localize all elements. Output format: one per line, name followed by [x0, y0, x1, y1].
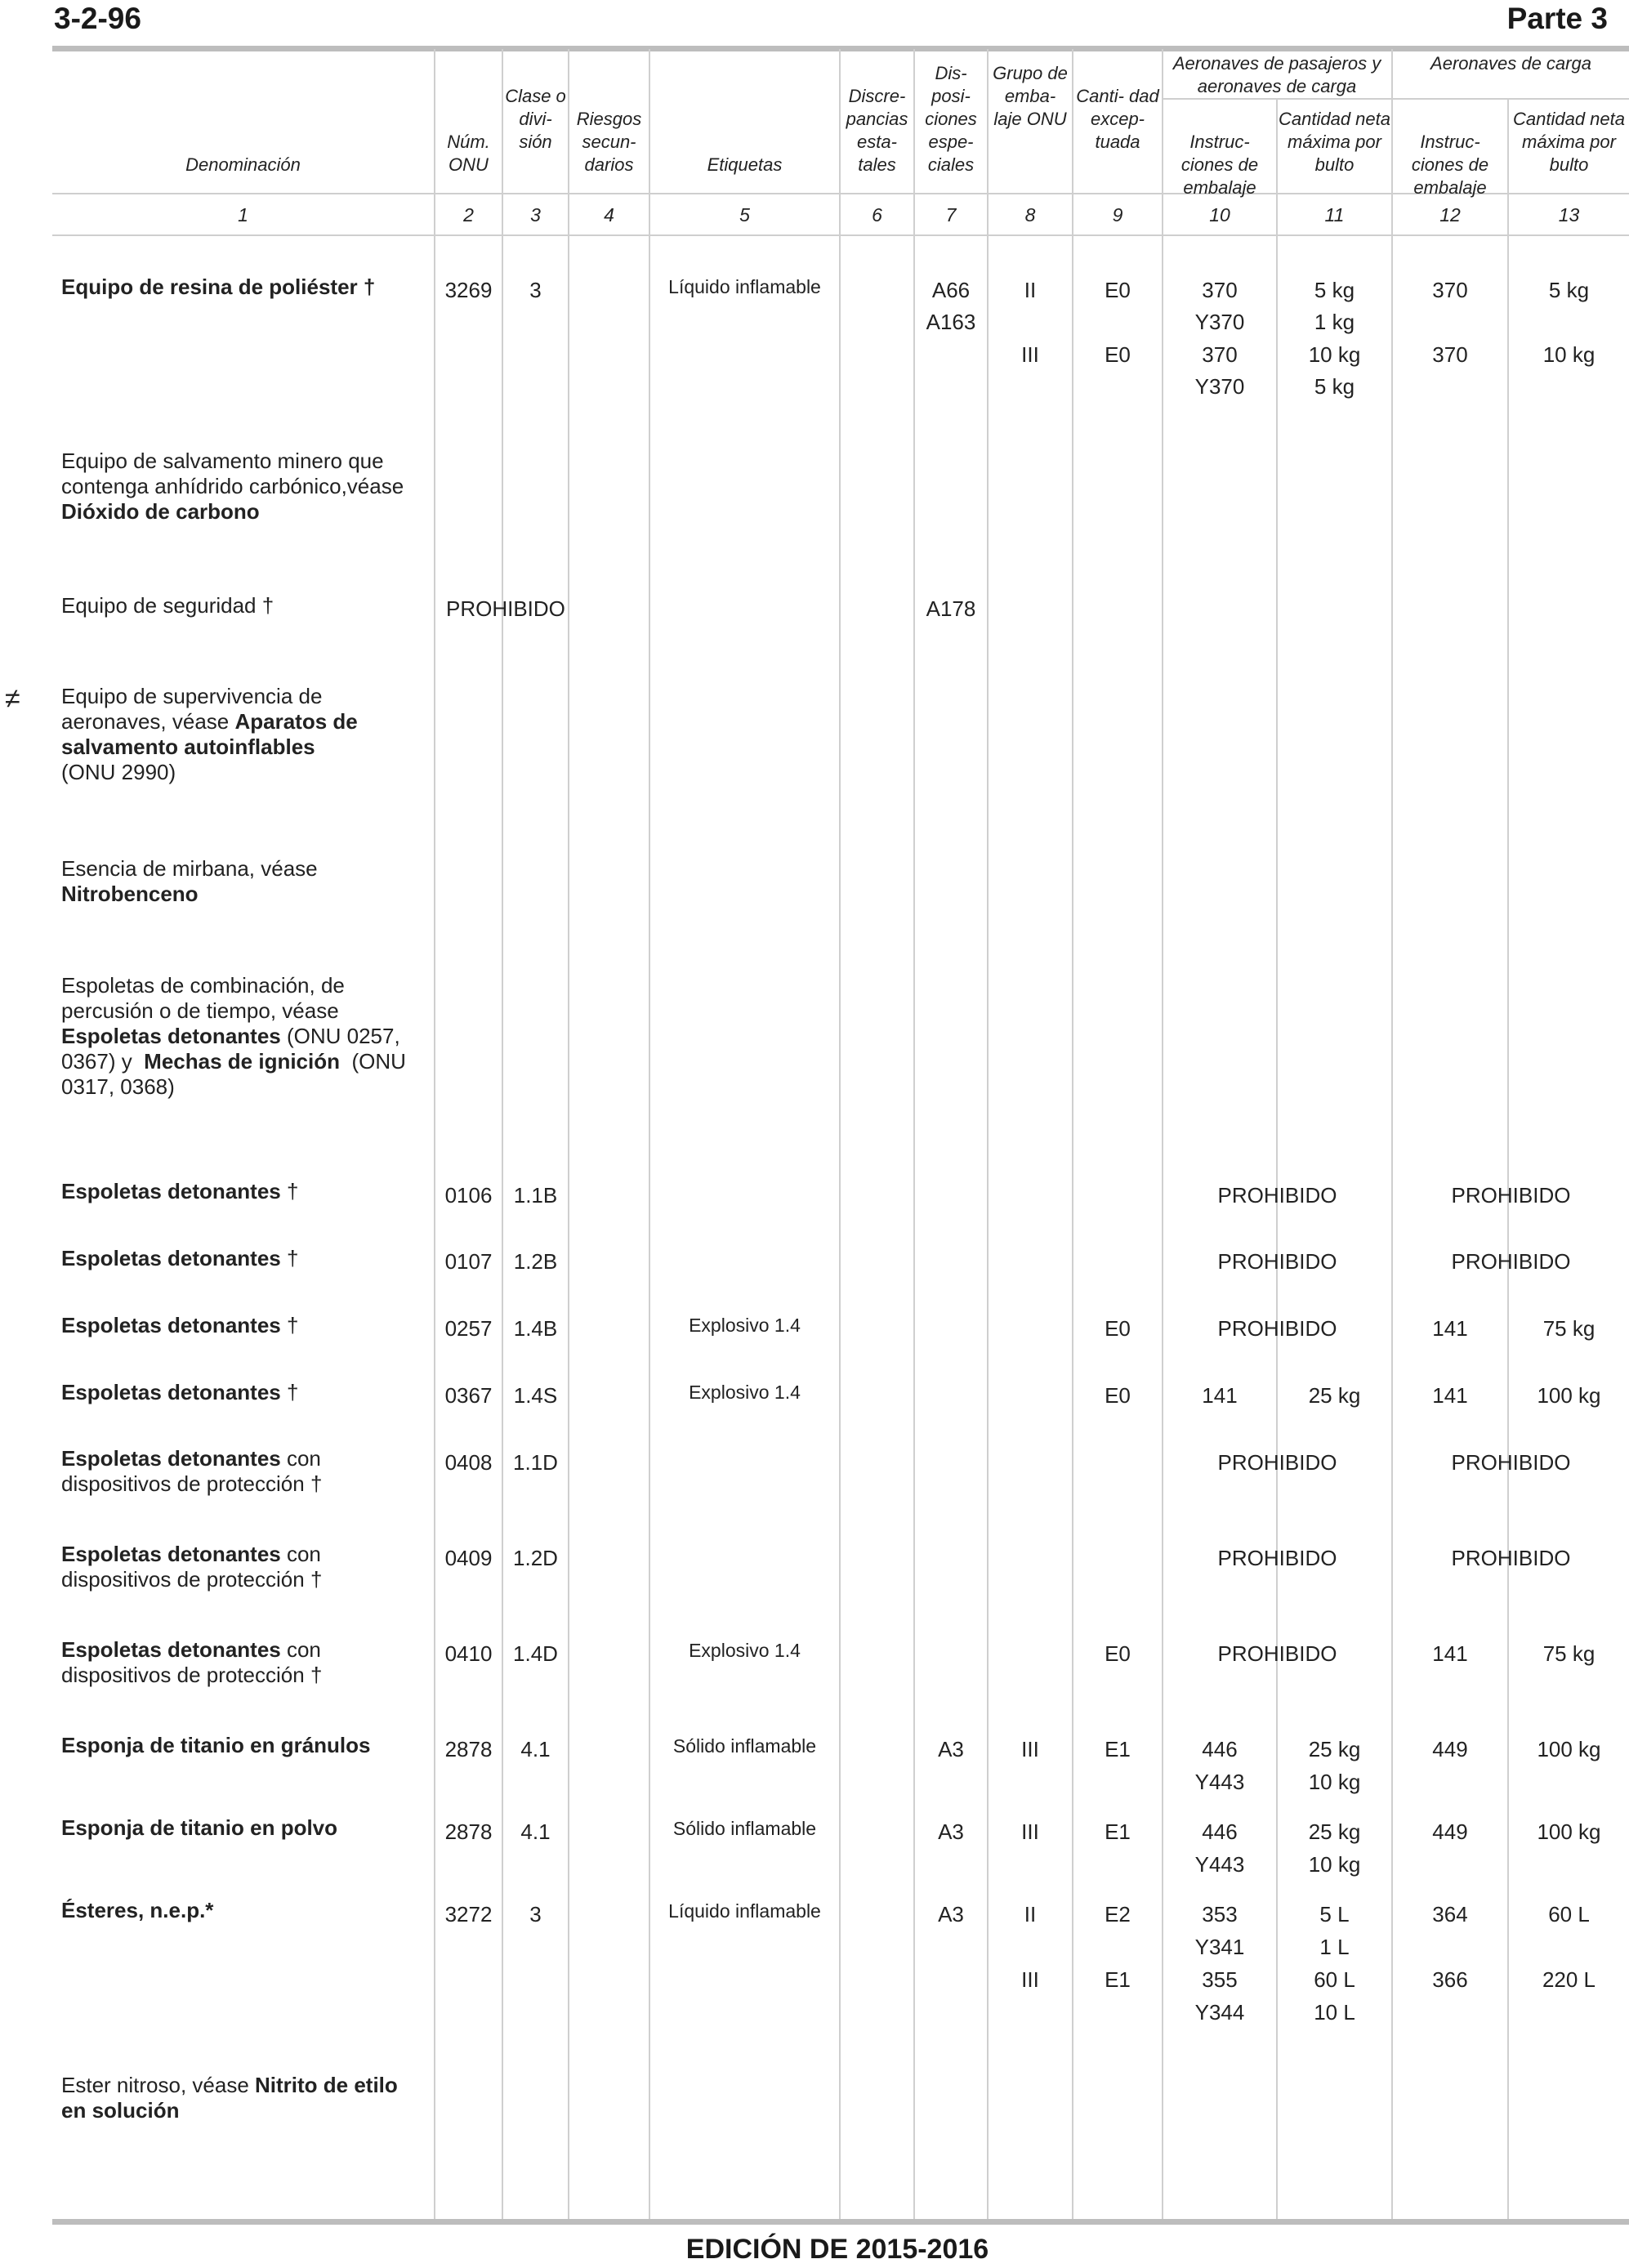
header-col-6: Discre- pancias esta- tales	[846, 86, 908, 175]
entry-name: Esponja de titanio en polvo	[61, 1815, 338, 1840]
header-group-passenger: Aeronaves de pasajeros y aeronaves de carga	[1172, 53, 1381, 96]
entry-name-line: (ONU	[340, 1049, 406, 1074]
col-divider	[1391, 49, 1393, 2219]
un-number: 3269	[444, 278, 493, 302]
pax-max-quantity: 25 kg	[1308, 1737, 1361, 1761]
class-division: 1.2B	[513, 1249, 558, 1274]
packing-group: II	[1024, 1902, 1037, 1926]
col-number: 6	[872, 204, 882, 225]
pax-max-quantity: 60 L	[1314, 1967, 1355, 1992]
pax-max-quantity: 10 kg	[1308, 1852, 1361, 1877]
col-divider	[839, 49, 841, 2219]
pax-packing-instruction: 446	[1202, 1819, 1238, 1844]
header-col-9: Canti- dad excep- tuada	[1076, 86, 1159, 152]
entry-name-line: Esencia de mirbana, véase	[61, 856, 318, 881]
entry-name	[61, 973, 433, 1100]
entry-name	[61, 856, 433, 907]
col-number: 4	[604, 204, 614, 225]
header-col-4: Riesgos secun- darios	[576, 109, 642, 175]
header-col-5: Etiquetas	[707, 154, 783, 175]
hazard-label: Líquido inflamable	[668, 1900, 821, 1922]
packing-group: III	[1021, 1967, 1039, 1992]
cargo-packing-instruction: 449	[1432, 1737, 1468, 1761]
entry-name	[61, 2073, 433, 2123]
entry-name-line: 0367) y	[61, 1049, 145, 1074]
special-provision: A3	[938, 1819, 964, 1844]
pax-max-quantity: 5 L	[1319, 1902, 1350, 1926]
entry-name-reference: Nitrobenceno	[61, 882, 199, 906]
entry-name	[61, 1446, 433, 1497]
class-division: 1.4B	[513, 1316, 558, 1341]
cargo-max-quantity: 10 kg	[1542, 342, 1596, 367]
entry-name-line: contenga anhídrido carbónico,véase	[61, 474, 404, 498]
un-number: 0106	[444, 1183, 493, 1208]
hazard-label: Explosivo 1.4	[689, 1315, 801, 1336]
entry-name: Equipo de resina de poliéster †	[61, 275, 376, 299]
col-divider	[502, 49, 503, 2219]
class-division: 1.4S	[513, 1383, 558, 1408]
col-number: 2	[463, 204, 474, 225]
pax-prohibited: PROHIBIDO	[1217, 1450, 1337, 1475]
excepted-quantity: E0	[1105, 278, 1131, 302]
entry-name-reference: en solución	[61, 2098, 180, 2123]
entry-name-reference: salvamento autoinflables	[61, 734, 315, 759]
cargo-max-quantity: 75 kg	[1542, 1641, 1596, 1666]
pax-prohibited: PROHIBIDO	[1217, 1546, 1337, 1570]
un-number: 0367	[444, 1383, 493, 1408]
hazard-label: Explosivo 1.4	[689, 1382, 801, 1403]
excepted-quantity: E2	[1105, 1902, 1131, 1926]
packing-group: III	[1021, 1819, 1039, 1844]
cargo-max-quantity: 100 kg	[1537, 1737, 1601, 1761]
cargo-prohibited: PROHIBIDO	[1451, 1546, 1571, 1570]
cargo-max-quantity: 75 kg	[1542, 1316, 1596, 1341]
entry-name-suffix: con	[280, 1637, 321, 1662]
entry-name-reference: Dióxido de carbono	[61, 499, 260, 524]
pax-max-quantity: 10 kg	[1308, 1770, 1361, 1794]
un-number: 2878	[444, 1737, 493, 1761]
special-provision: A3	[938, 1902, 964, 1926]
entry-name: Equipo de seguridad †	[61, 593, 274, 618]
entry-name-bold: Espoletas detonantes	[61, 1179, 281, 1203]
entry-name: Ésteres, n.e.p.*	[61, 1898, 214, 1922]
cargo-packing-instruction: 141	[1432, 1641, 1468, 1666]
change-marker: ≠	[5, 683, 20, 714]
col-number: 3	[530, 204, 541, 225]
pax-prohibited: PROHIBIDO	[1217, 1249, 1337, 1274]
pax-packing-instruction: Y341	[1194, 1935, 1245, 1959]
cargo-packing-instruction: 141	[1432, 1383, 1468, 1408]
col-divider	[649, 49, 650, 2219]
special-provision: A163	[926, 310, 976, 334]
col-number: 7	[945, 204, 957, 225]
special-provision: A3	[938, 1737, 964, 1761]
entry-name	[61, 1313, 433, 1338]
entry-name-reference: Mechas de ignición	[144, 1049, 340, 1074]
class-division: 4.1	[520, 1737, 551, 1761]
pax-max-quantity: 1 kg	[1314, 310, 1355, 334]
col-number: 9	[1112, 204, 1123, 225]
special-provision: A66	[931, 278, 971, 302]
col-number: 12	[1439, 204, 1461, 225]
pax-max-quantity: 25 kg	[1308, 1819, 1361, 1844]
excepted-quantity: E0	[1105, 342, 1131, 367]
header-col-10: Instruc- ciones de embalaje	[1180, 132, 1259, 198]
header-group-cargo: Aeronaves de carga	[1430, 53, 1591, 74]
entry-name-line: percusión o de tiempo, véase	[61, 998, 339, 1023]
entry-name-suffix: †	[280, 1179, 299, 1203]
class-division: 3	[529, 278, 542, 302]
entry-name-suffix: con	[280, 1446, 321, 1471]
cargo-max-quantity: 60 L	[1548, 1902, 1590, 1926]
class-division: 1.2D	[513, 1546, 558, 1570]
pax-packing-instruction: 141	[1202, 1383, 1238, 1408]
header-col-1: Denominación	[185, 154, 301, 175]
col-divider	[1276, 98, 1278, 2219]
entry-name-line: Espoletas de combinación, de	[61, 973, 345, 998]
entry-name-line: (ONU 2990)	[61, 760, 176, 784]
cargo-packing-instruction: 370	[1432, 342, 1468, 367]
un-number: 0408	[444, 1450, 493, 1475]
entry-name-bold: Espoletas detonantes	[61, 1637, 281, 1662]
excepted-quantity: E0	[1105, 1641, 1131, 1666]
packing-group: III	[1021, 1737, 1039, 1761]
col-divider	[1507, 98, 1509, 2219]
entry-name	[61, 1542, 433, 1592]
pax-prohibited: PROHIBIDO	[1217, 1183, 1337, 1208]
cargo-packing-instruction: 449	[1432, 1819, 1468, 1844]
col-number: 10	[1209, 204, 1230, 225]
entry-name	[61, 1380, 433, 1405]
header-col-8: Grupo de emba- laje ONU	[993, 63, 1068, 129]
prohibited-text: PROHIBIDO	[446, 596, 565, 621]
pax-packing-instruction: 370	[1202, 278, 1238, 302]
entry-name	[61, 684, 433, 785]
special-provision: A178	[926, 596, 976, 621]
header-col-13: Cantidad neta máxima por bulto	[1513, 109, 1625, 175]
class-division: 1.4D	[513, 1641, 558, 1666]
entry-name-line: 0317, 0368)	[61, 1074, 175, 1099]
un-number: 0410	[444, 1641, 493, 1666]
hazard-label: Sólido inflamable	[672, 1735, 817, 1757]
hazard-label: Explosivo 1.4	[689, 1640, 801, 1661]
pax-packing-instruction: Y443	[1194, 1770, 1245, 1794]
excepted-quantity: E1	[1105, 1819, 1131, 1844]
col-number: 13	[1558, 204, 1580, 225]
pax-packing-instruction: 353	[1202, 1902, 1238, 1926]
entry-name-line: aeronaves, véase	[61, 709, 235, 734]
col-divider	[987, 49, 989, 2219]
group-rule	[1163, 98, 1629, 100]
page-number: 3-2-96	[54, 2, 141, 35]
cargo-max-quantity: 220 L	[1542, 1967, 1596, 1992]
un-number: 3272	[444, 1902, 493, 1926]
col-number: 1	[238, 204, 248, 225]
entry-name-bold: Espoletas detonantes	[61, 1542, 281, 1566]
excepted-quantity: E1	[1105, 1967, 1131, 1992]
cargo-prohibited: PROHIBIDO	[1451, 1183, 1571, 1208]
pax-packing-instruction: 446	[1202, 1737, 1238, 1761]
pax-max-quantity: 10 L	[1314, 2000, 1355, 2025]
header-col-3: Clase o divi- sión	[505, 86, 566, 152]
header-col-2: Núm. ONU	[447, 132, 490, 175]
pax-prohibited: PROHIBIDO	[1217, 1641, 1337, 1666]
cargo-packing-instruction: 141	[1432, 1316, 1468, 1341]
un-number: 0409	[444, 1546, 493, 1570]
excepted-quantity: E0	[1105, 1316, 1131, 1341]
packing-group: II	[1024, 278, 1037, 302]
entry-name-line: dispositivos de protección †	[61, 1567, 323, 1592]
col-number: 5	[739, 204, 750, 225]
entry-name-suffix: con	[280, 1542, 321, 1566]
entry-name	[61, 449, 433, 525]
entry-name-reference: Espoletas detonantes	[61, 1024, 281, 1048]
cargo-prohibited: PROHIBIDO	[1451, 1249, 1571, 1274]
cargo-max-quantity: 100 kg	[1537, 1819, 1601, 1844]
pax-packing-instruction: 355	[1202, 1967, 1238, 1992]
cargo-max-quantity: 100 kg	[1537, 1383, 1601, 1408]
header-col-7: Dis- posi- ciones espe- ciales	[925, 63, 977, 175]
entry-name	[61, 1179, 433, 1204]
col-divider	[1072, 49, 1073, 2219]
col-divider	[434, 49, 435, 2219]
entry-name-bold: Espoletas detonantes	[61, 1313, 281, 1337]
entry-name-bold: Espoletas detonantes	[61, 1446, 281, 1471]
pax-packing-instruction: Y370	[1194, 374, 1245, 399]
pax-prohibited: PROHIBIDO	[1217, 1316, 1337, 1341]
entry-name-suffix: †	[280, 1313, 299, 1337]
edition-footer: EDICIÓN DE 2015-2016	[685, 2234, 989, 2265]
class-division: 3	[529, 1902, 542, 1926]
un-number: 2878	[444, 1819, 493, 1844]
part-label: Parte 3	[1506, 2, 1608, 35]
entry-name-line: Equipo de salvamento minero que	[61, 449, 384, 473]
cargo-max-quantity: 5 kg	[1548, 278, 1590, 302]
excepted-quantity: E0	[1105, 1383, 1131, 1408]
pax-packing-instruction: Y344	[1194, 2000, 1245, 2025]
header-col-12: Instruc- ciones de embalaje	[1411, 132, 1489, 198]
entry-name-bold: Espoletas detonantes	[61, 1246, 281, 1270]
bottom-rule	[52, 2219, 1629, 2225]
class-division: 4.1	[520, 1819, 551, 1844]
packing-group: III	[1021, 342, 1039, 367]
pax-max-quantity: 5 kg	[1314, 374, 1355, 399]
pax-packing-instruction: Y443	[1194, 1852, 1245, 1877]
entry-name-line: dispositivos de protección †	[61, 1663, 323, 1687]
col-number: 8	[1024, 204, 1036, 225]
entry-name-line: Ester nitroso, véase	[61, 2073, 255, 2097]
cargo-packing-instruction: 364	[1432, 1902, 1468, 1926]
entry-name-reference: Nitrito de etilo	[255, 2073, 398, 2097]
pax-max-quantity: 5 kg	[1314, 278, 1355, 302]
pax-packing-instruction: 370	[1202, 342, 1238, 367]
cargo-prohibited: PROHIBIDO	[1451, 1450, 1571, 1475]
pax-max-quantity: 25 kg	[1308, 1383, 1361, 1408]
hazard-label: Sólido inflamable	[672, 1818, 817, 1839]
entry-name-bold: Espoletas detonantes	[61, 1380, 281, 1404]
col-divider	[913, 49, 915, 2219]
col-divider	[568, 49, 569, 2219]
header-col-11: Cantidad neta máxima por bulto	[1279, 109, 1390, 175]
entry-name	[61, 1246, 433, 1271]
class-division: 1.1B	[513, 1183, 558, 1208]
entry-name-suffix: †	[280, 1380, 299, 1404]
col-number: 11	[1324, 204, 1345, 225]
pax-packing-instruction: Y370	[1194, 310, 1245, 334]
hazard-label: Líquido inflamable	[668, 276, 821, 297]
entry-name: Esponja de titanio en gránulos	[61, 1733, 371, 1757]
entry-name	[61, 1637, 433, 1688]
pax-max-quantity: 10 kg	[1308, 342, 1361, 367]
entry-name-reference: Aparatos de	[234, 709, 358, 734]
pax-max-quantity: 1 L	[1319, 1935, 1350, 1959]
cargo-packing-instruction: 366	[1432, 1967, 1468, 1992]
un-number: 0257	[444, 1316, 493, 1341]
excepted-quantity: E1	[1105, 1737, 1131, 1761]
entry-name-line: dispositivos de protección †	[61, 1471, 323, 1496]
entry-name-suffix: †	[280, 1246, 299, 1270]
entry-name-line: Equipo de supervivencia de	[61, 684, 323, 708]
class-division: 1.1D	[513, 1450, 558, 1475]
un-number: 0107	[444, 1249, 493, 1274]
cargo-packing-instruction: 370	[1432, 278, 1468, 302]
entry-name-line: (ONU 0257,	[280, 1024, 400, 1048]
